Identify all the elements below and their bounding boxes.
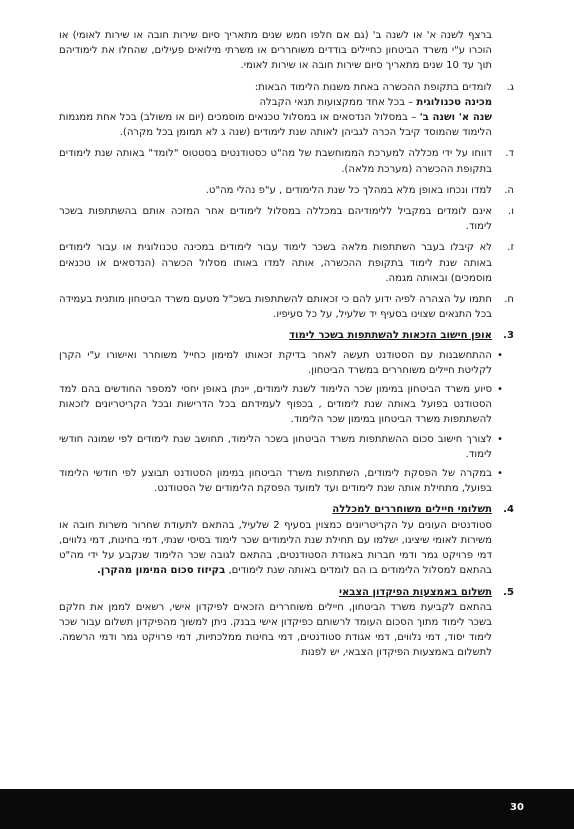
item-text: למדו ונכחו באופן מלא במהלך כל שנת הלימודים , ע"פ נהלי מה"ט.	[205, 184, 492, 196]
section-4-paragraph: סטודנטים העונים על הקריטריונים כמצוין בסעיף 2 שלעיל, בהתאם לתעודת שחרור משרות חובה או משירות לאומי שיציגו, ישלמו עם תחילת שנת הלימודים שכר לימוד בסיסי שנתי, דמי בחינות, דמי נלווים, דמי פרויקט גמר ודמי חברות באגודת הסטודנטים, בהתאם לגובה שכר הלימוד שנקבע על ידי מה"ט בהתאם למסלול הלימודים בו הם לומדים באותה שנת לימודים, בקיזוז סכום המימון מהקרן.	[59, 519, 492, 577]
item-body	[59, 80, 492, 141]
section-5-paragraph: בהתאם לקביעת משרד הביטחון, חיילים משוחררים הזכאים לפיקדון אישי, רשאים לממן את חלקם בשכר לימוד מתוך הסכום העומד לרשותם כפיקדון אישי בבנק. ניתן למשוך מהפיקדון תשלום עבור שכר לימוד יסוד, דמי נלווים, דמי אגודת סטודנטים, דמי בחינות ממלכתיות, דמי פרויקט גמר ודמי הרשמה. לתשלום באמצעות הפיקדון הצבאי, יש לפנות	[59, 601, 492, 659]
item-label: ז.	[507, 242, 514, 254]
list-item-h	[59, 183, 514, 198]
item-label: ו.	[508, 206, 514, 218]
item-label: ח.	[504, 294, 514, 306]
page-number: 30	[510, 802, 524, 813]
bullet-item: • ההתחשבנות עם הסטודנט תעשה לאחר בדיקת זכאותו למימון כחייל משוחרר ואישורו ע"י הקרן לקליטת חיילים משוחררים במשרד הביטחון.	[59, 348, 492, 378]
bullet-item: • לצורך חישוב סכום ההשתתפות משרד הביטחון בשכר הלימוד, תחושב שנת לימודים לפי שמונה חודשי לימוד.	[59, 432, 492, 462]
list-item-ch	[59, 292, 514, 322]
item-line: מכינה טכנולוגית – בכל אחד ממקצועות תנאי הקבלה	[259, 96, 492, 108]
item-text: אינם לומדים במקביל ללימודיהם במכללה במסלול לימודים אחר המזכה אותם בהשתתפות בשכר לימוד.	[59, 206, 492, 233]
item-line: לומדים בתקופת ההכשרה באחת משנות הלימוד הבאות:	[254, 81, 492, 93]
section-3-bullets	[59, 348, 514, 497]
section-5-heading	[59, 585, 514, 600]
list-item-d	[59, 146, 514, 176]
bullet-item: • סיוע משרד הביטחון במימון שכר הלימוד לשנת לימודים, יינתן באופן יחסי למספר החודשים בהם למד הסטודנט בפועל באותה שנת לימודים , בכפוף לעמידתם בכל הדרישות ובכל הקריטריונים לזכאות להשתתפות משרד הביטחון במימון שכר הלימוד.	[59, 382, 492, 428]
document-page	[59, 28, 514, 661]
item-text: חתמו על הצהרה לפיה ידוע להם כי זכאותם להשתתפות בשכ"ל מטעם משרד הביטחון מותנית בעמידה בכל התנאים שצוינו בסעיף יד שלעיל, על כל סעיפיו.	[59, 294, 492, 321]
list-item-g	[59, 80, 514, 141]
item-label: ד.	[505, 148, 514, 160]
section-title: אופן חישוב הזכאות להשתתפות בשכר לימוד	[289, 330, 492, 342]
list-item-z	[59, 240, 514, 286]
intro-paragraph: ברצף לשנה א' או לשנה ב' (גם אם חלפו חמש שנים מתאריך סיום שירות חובה או שירות לאומי) או הוכרו ע"י משרד הביטחון כחיילים בודדים משוחררים או משרתי מילואים פעילים, שהחלו את לימודיהם תוך עד 10 שנים מתאריך סיום שירות חובה או שירות לאומי.	[59, 30, 492, 72]
section-number: 5.	[503, 586, 514, 598]
section-number: 3.	[503, 330, 514, 342]
section-title: תשלום באמצעות הפיקדון הצבאי	[338, 586, 492, 598]
item-label: ג.	[506, 81, 514, 93]
item-label: ה.	[504, 184, 514, 196]
section-4-heading	[59, 502, 514, 517]
page-footer	[0, 789, 574, 829]
item-text: דווחו על ידי מכללה למערכת הממוחשבת של מה"ט כסטודנטים בסטטוס "לומד" באותה שנת לימודים בתקופת ההכשרה (מערכת מלאה).	[59, 148, 492, 175]
item-line: שנה א' ושנה ב' – במסלול הנדסאים או במסלול טכנאים מוסמכים (יום או משולב) בכל אחת ממגמות הלימוד שהמוסד קיבל הכרה לגביהן לאותה שנת לימודים (שנה ג לא תמומן בכל מקרה).	[59, 112, 492, 139]
section-title: תשלומי חיילים משוחררים למכללה	[332, 504, 492, 516]
bullet-item: • במקרה של הפסקת לימודים, השתתפות משרד הביטחון במימון הסטודנט תבוצע לפי חודשי הלימוד בפועל, מתחילת אותה שנת לימודים ועד למועד הפסקת הלימודים של הסטודנט.	[59, 466, 492, 496]
section-3-heading	[59, 328, 514, 343]
section-number: 4.	[503, 504, 514, 516]
item-text: לא קיבלו בעבר השתתפות מלאה בשכר לימוד עבור לימודים במכינה טכנולוגית או עבור לימודים באותה שנת לימוד בתקופת ההכשרה, אותה למדו באותו מסלול הכשרה (הנדסאים או טכנאים מוסמכים) ובאותה מגמה.	[59, 242, 492, 284]
list-item-v	[59, 204, 514, 234]
